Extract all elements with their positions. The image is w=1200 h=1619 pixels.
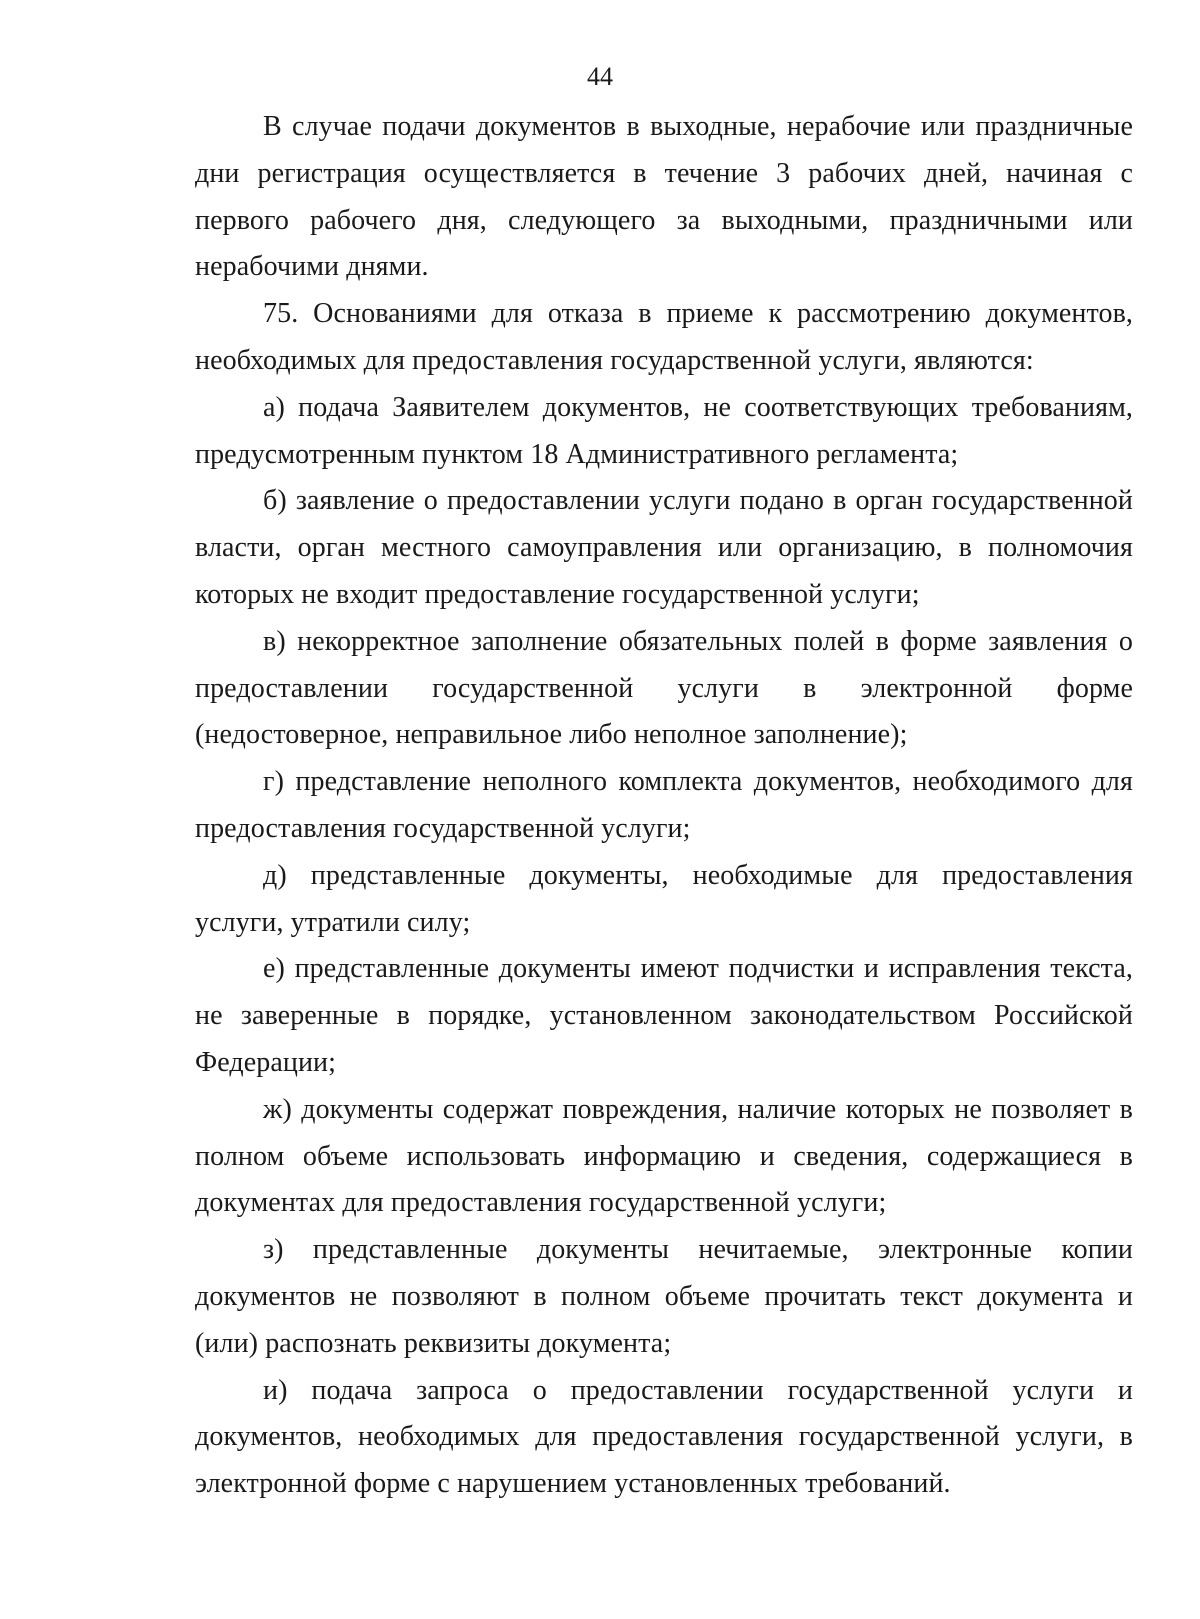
- list-item-d: д) представленные документы, необходимые для предоставления услуги, утратили силу;: [195, 859, 1133, 938]
- document-body: [195, 104, 1133, 1508]
- list-item-z: з) представленные документы нечитаемые, электронные копии документов не позволяют в полном объеме прочитать текст документа и (или) распознать реквизиты документа;: [195, 1234, 1133, 1359]
- page-number: 44: [587, 62, 613, 91]
- paragraph-75-grounds-for-refusal: 75. Основаниями для отказа в приеме к рассмотрению документов, необходимых для предоставления государственной услуги, являются:: [195, 298, 1133, 376]
- list-item-g: г) представление неполного комплекта документов, необходимого для предоставления государственной услуги;: [195, 766, 1133, 844]
- list-item-b: б) заявление о предоставлении услуги подано в орган государственной власти, орган местного самоуправления или организацию, в полномочия которых не входит предоставление государственной услуги;: [195, 485, 1133, 610]
- paragraph-weekend-registration: В случае подачи документов в выходные, нерабочие или праздничные дни регистрация осуществляется в течение 3 рабочих дней, начиная с первого рабочего дня, следующего за выходными, праздничными или нерабочими днями.: [195, 111, 1133, 283]
- list-item-a: а) подача Заявителем документов, не соответствующих требованиям, предусмотренным пунктом 18 Административного регламента;: [195, 391, 1133, 470]
- list-item-i: и) подача запроса о предоставлении государственной услуги и документов, необходимых для предоставления государственной услуги, в электронной форме с нарушением установленных требований.: [195, 1374, 1133, 1500]
- list-item-v: в) некорректное заполнение обязательных полей в форме заявления о предоставлении государственной услуги в электронной форме (недостоверное, неправильное либо неполное заполнение);: [195, 625, 1133, 751]
- list-item-zh: ж) документы содержат повреждения, наличие которых не позволяет в полном объеме использовать информацию и сведения, содержащиеся в документах для предоставления государственной услуги;: [195, 1093, 1133, 1219]
- list-item-e: е) представленные документы имеют подчистки и исправления текста, не заверенные в порядке, установленном законодательством Российской Федерации;: [195, 953, 1133, 1078]
